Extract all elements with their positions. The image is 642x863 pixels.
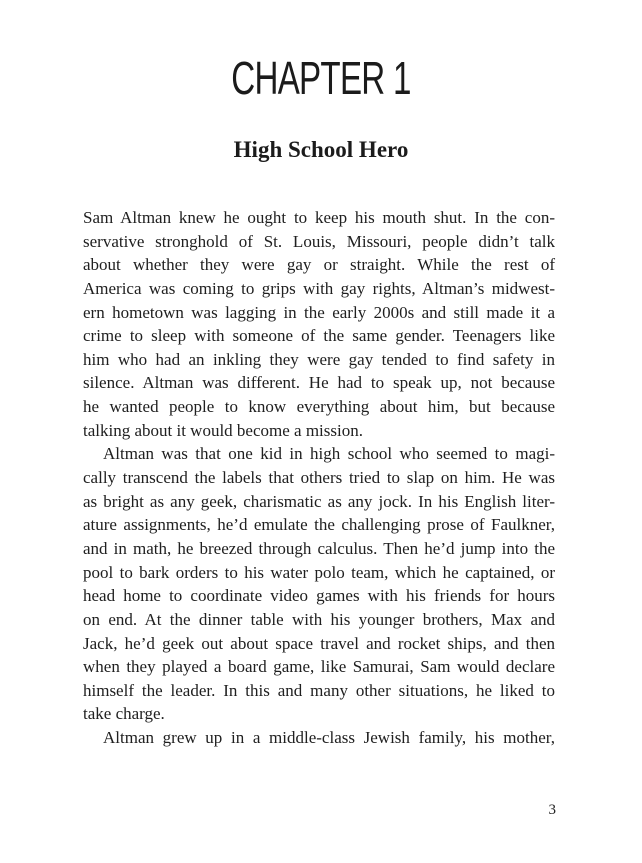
- text-line: him who had an inkling they were gay tended to find safety in: [83, 349, 555, 369]
- text-line: Altman was that one kid in high school who seemed to magi-: [103, 444, 555, 464]
- text-line: silence. Altman was different. He had to speak up, not because: [83, 373, 555, 393]
- text-line: when they played a board game, like Samurai, Sam would declare: [83, 657, 555, 677]
- text-line: talking about it would become a mission.: [83, 420, 363, 440]
- text-line: himself the leader. In this and many other situations, he liked to: [83, 680, 555, 700]
- text-line: Sam Altman knew he ought to keep his mouth shut. In the con-: [83, 208, 555, 227]
- body-text: [83, 206, 555, 750]
- text-line: about whether they were gay or straight. While the rest of: [83, 255, 555, 275]
- text-line: Altman grew up in a middle-class Jewish family, his mother,: [103, 728, 555, 748]
- text-line: Jack, he’d geek out about space travel and rocket ships, and then: [83, 633, 555, 653]
- page-number: 3: [548, 802, 556, 818]
- text-line: head home to coordinate video games with his friends for hours: [83, 586, 555, 606]
- text-line: he wanted people to know everything about him, but because: [83, 397, 555, 417]
- chapter-subtitle: High School Hero: [233, 137, 409, 162]
- chapter-title: CHAPTER 1: [231, 52, 411, 104]
- text-line: cally transcend the labels that others tried to slap on him. He was: [83, 468, 555, 488]
- text-line: ern hometown was lagging in the early 2000s and still made it a: [83, 302, 555, 322]
- text-line: and in math, he breezed through calculus. Then he’d jump into the: [83, 538, 555, 558]
- text-line: ature assignments, he’d emulate the challenging prose of Faulkner,: [83, 515, 555, 535]
- text-line: on end. At the dinner table with his younger brothers, Max and: [83, 609, 555, 629]
- text-line: America was coming to grips with gay rights, Altman’s midwest-: [83, 278, 555, 298]
- text-line: pool to bark orders to his water polo team, which he captained, or: [83, 562, 555, 582]
- text-line: take charge.: [83, 704, 165, 724]
- text-line: as bright as any geek, charismatic as any jock. In his English liter-: [83, 491, 555, 511]
- text-line: crime to sleep with someone of the same gender. Teenagers like: [83, 326, 555, 346]
- text-line: servative stronghold of St. Louis, Missouri, people didn’t talk: [83, 231, 555, 251]
